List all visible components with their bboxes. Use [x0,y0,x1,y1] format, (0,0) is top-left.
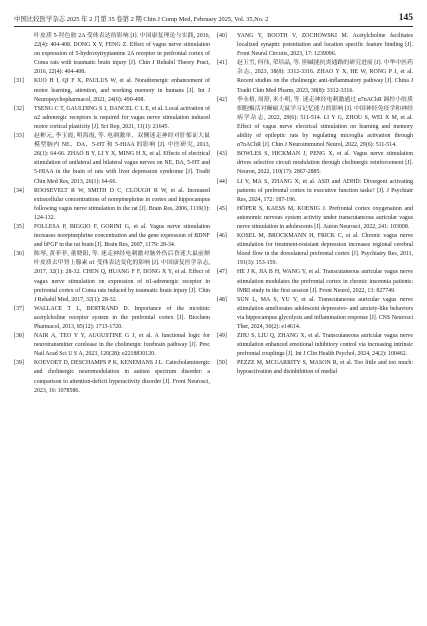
reference-number: [42] [217,96,227,103]
reference-number: [40] [217,33,227,39]
reference-text: HÖPER S, KAESS M, KOENIG J. Prefrontal cortex oxygenation and autonomic nervous system activity under transcutaneous auricular vagus nerve stimulation in adolescents [J]. Auton Neurosci, 2022, 241: 103008. [237,205,413,230]
reference-number: [39] [14,360,24,367]
reference-text: WALLACE T L, BERTRAND D. Importance of the nicotinic acetylcholine receptor system in the prefrontal cortex [J]. Biochem Pharmacol, 2013, 85(12): 1713-1720. [34,305,210,330]
reference-number: [37] [14,305,24,312]
reference-entry [14,305,210,332]
reference-text: 李永格, 周舒, 米小明, 等. 迷走神经电刺激通过 α7nAChR 调控小胶质细胞极活对癫痫大鼠学习记忆能力的影响 [J]. 中国神经免疫学和神经病学杂志, 2022, 29(6): 511-514. LI Y G, ZHOU S, WEI X M, et al. Effect of vagus nerve electrical stimulation on learning and memory ability of epileptic rats by regulating microglia activation through α7nAChR [J]. Chin J Neuroimmunol Neurol, 2022, 29(6): 511-514. [237,96,413,149]
reference-entry [217,332,413,359]
reference-number: [35] [14,223,24,230]
reference-text: NAIR A, TEO Y Y, AUGUSTINE G J, et al. A functional logic for neurotransmitter corelease in the cholinergic forebrain pathway [J]. Proc Natl Acad Sci U S A, 2023, 120(28): e2218830120. [34,333,210,358]
reference-text: SUN L, MA S, YU Y, et al. Transcutaneous auricular vagus nerve stimulation ameliorates adolescent depressive- and anxiety-like behaviors via hippocampus glycolysis and inflammation response [J]. CNS Neurosci Ther, 2024, 30(2): e14614. [237,296,413,330]
reference-number: [45] [217,205,227,212]
reference-entry [14,77,210,104]
reference-entry [14,105,210,132]
reference-number: [44] [217,178,227,185]
reference-text: YANG Y, BOOTH V, ZOCHOWSKI M. Acetylcholine facilitates localized synaptic potentiation and location specific feature binding [J]. Front Neural Circuits, 2023, 17: 1239096. [237,33,413,58]
reference-entry [217,359,413,377]
reference-continuation: 叶皮质 5-羟色胺 2A 受体表达的影响 [J]. 中国康复理论与实践, 2016, 22(4): 404-408. DONG X Y, FENG Z. Effect of vagus nerve stimulation on expression of 5-hydroxytryptamine 2A receptor in prefrontal cortex of Coma rats with traumatic brain injury [J]. Chin J Rehabil Theory Pract, 2016, 22(4): 404-408. [34,33,210,76]
reference-number: [49] [217,333,227,340]
reference-text: TSENG C T, GAULDING S J, DANCEL C L E, et al. Local activation of α2 adrenergic receptors is required for vagus nerve stimulation induced motor cortical plasticity [J]. Sci Rep, 2021, 11(1): 21645. [34,105,210,130]
reference-number: [50] [217,360,227,367]
reference-number: [43] [217,151,227,158]
reference-text: KUO H I, QI F X, PAULUS W, et al. Noradrenergic enhancement of motor learning, attention, and working memory in humans [J]. Int J Neuropsychopharmacol, 2021, 24(6): 490-498. [34,78,210,103]
reference-text: HE J K, JIA B H, WANG Y, et al. Transcutaneous auricular vagus nerve stimulation modulates the prefrontal cortex in chronic insomnia patients: fMRI study in the first session [J]. Front Neurol, 2022, 13: 827749. [237,269,413,294]
reference-number: [48] [217,296,227,303]
reference-number: [32] [14,105,24,112]
reference-number: [47] [217,269,227,276]
reference-text: KOSEL M, BROCKMANN H, FRICK C, et al. Chronic vagus nerve stimulation for treatment-resistant depression increases regional cerebral blood flow in the dorsolateral prefrontal cortex [J]. Psychiatry Res, 2011, 191(3): 153-159. [237,233,413,267]
reference-text: BOWLES S, HICKMAN J, PENG X, et al. Vagus nerve stimulation drives selective circuit modulation through cholinergic reinforcement [J]. Neuron, 2022, 110(17): 2867-2885. [237,151,413,176]
reference-number: [38] [14,333,24,340]
reference-entry [217,96,413,151]
reference-number: [34] [14,187,24,194]
reference-entry [14,223,210,250]
reference-entry [14,359,210,395]
reference-entry [14,187,210,223]
running-header [14,9,413,27]
reference-text: 赵玉雪, 何伟, 荣培晶, 等. 胆碱能抗炎通路的研究进展 [J]. 中华中医药杂志, 2023, 38(8): 3312-3316. ZHAO Y X, HE W, RONG P J, et al. Recent studies on the cholinergic anti-inflammatory pathway [J]. China J Tradit Chin Med Pharm, 2023, 38(8): 3312-3316. [237,60,413,94]
reference-text: KOEVOET D, DESCHAMPS P K, KENEMANS J L. Catecholaminergic and cholinergic neuromodulation in autism spectrum disorder: a comparison to attention-deficit hyperactivity disorder [J]. Front Neurosci, 2023, 16: 1078586. [34,360,210,394]
reference-text: PEZZE M, MCGARRITY S, MASON R, et al. Too little and too much: hypoactivation and disinhibition of medial [237,360,413,376]
reference-number: [46] [217,233,227,240]
reference-entry [217,268,413,295]
reference-column-left [14,32,210,396]
reference-entry [14,132,210,187]
reference-text: LI Y, MA S, ZHANG X, et al. ASD and ADHD: Divergent activating patterns of prefrontal cortex in executive function tasks? [J]. J Psychiatr Res, 2024, 172: 187-196. [237,178,413,203]
reference-entry [217,232,413,268]
reference-number: [31] [14,78,24,85]
reference-column-right [217,32,413,378]
reference-entry [14,250,210,305]
reference-number: [41] [217,60,227,67]
reference-text: 赵彬元, 李玉霞, 明海霞, 等. 电刺激单、双侧迷走神经对肝郁证大鼠模型脑内 NE、DA、5-HT 和 5-HIAA 的影响 [J]. 中医研究, 2013, 26(1): 64-66. ZHAO B Y, LI Y X, MING H X, et al. Effects of electrical stimulation of unilateral and bilateral vagus nerves on NE, DA, 5-HT and 5-HIAA in the brain of rats with liver depression syndrome [J]. Tradit Chin Med Res, 2013, 26(1): 64-66. [34,133,210,185]
reference-number: [36] [14,251,24,258]
reference-text: 陈琴, 黄菲菲, 董晓阳, 等. 迷走神经电刺激对脑外伤后昏迷大鼠前额叶皮质去甲肾上腺素 α1 受体表达变化的影响 [J]. 中国康复医学杂志, 2017, 32(1): 28-32. CHEN Q, HUANG F F, DONG X Y, et al. Effect of vagus nerve stimulation on expression of α1-adrenergic receptor in prefrontal cortex of Coma rats induced by traumatic brain injury [J]. Chin J Rehabil Med, 2017, 32(1): 28-32. [34,251,210,303]
reference-text: FOLLESA P, BIGGIO F, GORINI G, et al. Vagus nerve stimulation increases norepinephrine concentration and the gene expression of BDNF and bFGF in the rat brain [J]. Brain Res, 2007, 1179: 28-34. [34,223,210,249]
reference-entry [217,32,413,59]
reference-entry [217,296,413,332]
reference-entry [217,205,413,232]
reference-entry [14,332,210,359]
reference-number: [33] [14,133,24,140]
reference-text: ROOSEVELT R W, SMITH D C, CLOUGH R W, et al. Increased extracellular concentrations of norepinephrine in cortex and hippocampus following vagus nerve stimulation in the rat [J]. Brain Res, 2006, 1119(1): 124-132. [34,187,210,221]
reference-entry [217,59,413,95]
reference-entry [217,178,413,205]
reference-entry [217,150,413,177]
page-number: 145 [398,13,413,23]
reference-text: ZHU S, LIU Q, ZHANG X, et al. Transcutaneous auricular vagus nerve stimulation enhanced emotional inhibitory control via increasing intrinsic prefrontal couplings [J]. Int J Clin Health Psychol, 2024, 24(2): 100462. [237,333,413,358]
journal-citation: 中国比较医学杂志 2025 年 2 月第 35 卷第 2 期 Chin J Comp Med, February 2025, Vol. 35,No. 2 [14,16,269,23]
